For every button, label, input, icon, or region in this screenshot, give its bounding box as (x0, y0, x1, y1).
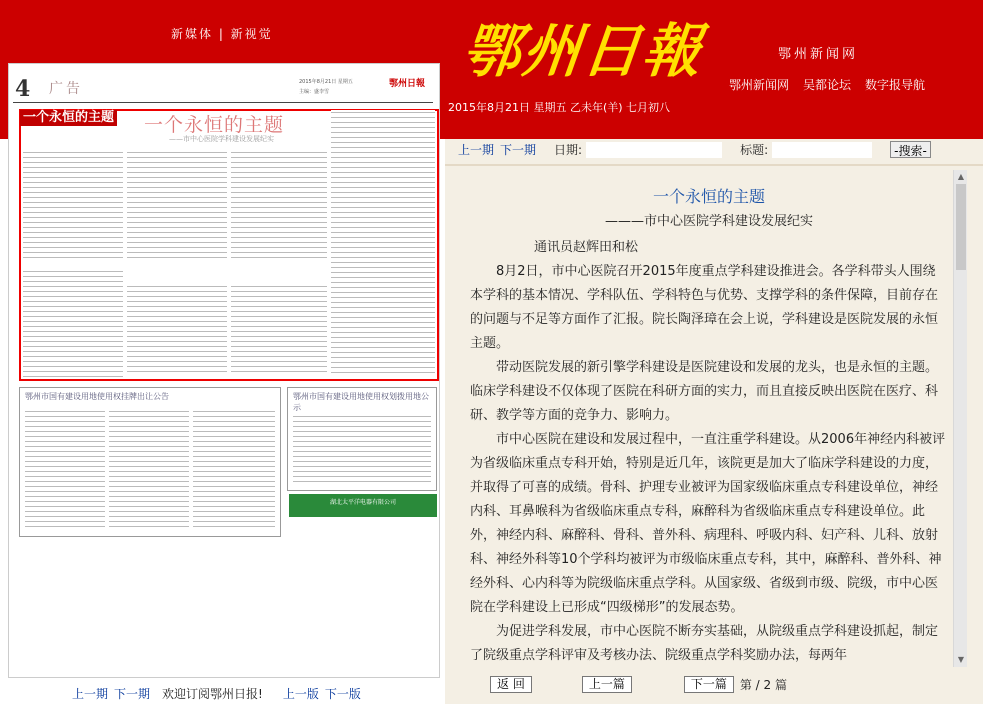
prev-article-button[interactable]: 上一篇 (582, 676, 632, 693)
paper-text-column (231, 150, 327, 260)
article-title: 一个永恒的主题 (652, 187, 765, 206)
article-paragraph: 市中心医院在建设和发展过程中，一直注重学科建设。从2006年神经内科被评为省级临床重点专科开始，特别是近几年，该院更是加大了临床学科建设的力度，并取得了可喜的成绩。骨科、护理专业被评为国家级临床重点专科建设单位，神经内科、耳鼻喉科为省级临床重点专科，麻醉科为省级临床重点专科建设单位。此外，神经内科、麻醉科、骨科、普外科、病理科、呼吸内科、妇产科、儿科、放射科、神经外科等10个学科均被评为市级临床重点专科，其中，麻醉科、普外科、神经外科、心内科等为院级临床重点学科。从国家级、省级到市级、院级，市中心医院在学科建设上已形成“四级梯形”的发展态势。 (470, 432, 946, 615)
page-label: 广告 (49, 81, 83, 97)
page-editor: 主编：盛李雪 (299, 89, 330, 95)
paper-text-column (23, 269, 123, 377)
ad-title-land-auction: 鄂州市国有建设用地使用权挂牌出让公告 (25, 392, 169, 401)
header-slogan: 新媒体 | 新视觉 (171, 27, 273, 41)
paper-text-column (109, 409, 189, 529)
paper-prev-issue-link[interactable]: 上一期 (72, 687, 109, 701)
scroll-down-icon[interactable]: ▼ (957, 655, 965, 664)
page-date: 2015年8月21日 星期五 (299, 79, 353, 85)
scroll-up-icon[interactable]: ▲ (957, 172, 965, 181)
link-forum[interactable]: 吴都论坛 (803, 78, 852, 92)
header-links (729, 76, 925, 93)
prev-page-link[interactable]: 上一版 (282, 687, 319, 701)
title-label: 标题: (740, 143, 769, 157)
issue-date: 2015年8月21日 星期五 乙未年(羊) 七月初八 (448, 101, 671, 114)
page-rule (13, 102, 433, 103)
article-paragraph: 为促进学科发展，市中心医院不断夯实基础，从院级重点学科建设抓起，制定了院级重点学科评审及考核办法、院级重点学科奖励办法，每两年 (470, 624, 939, 663)
date-input[interactable] (586, 142, 722, 158)
article-subtitle: ———市中心医院学科建设发展纪实 (604, 214, 813, 229)
page-number: 4 (15, 76, 31, 102)
article-count: 第 / 2 篇 (739, 678, 787, 692)
welcome-text: 欢迎订阅鄂州日报! (162, 687, 263, 701)
masthead-logo[interactable]: 鄂州日報 (458, 17, 707, 85)
paper-text-column (127, 284, 227, 376)
article-paragraph: 8月2日，市中心医院召开2015年度重点学科建设推进会。各学科带头人围绕本学科的基本情况、学科队伍、学科特色与优势、支撑学科的条件保障，目前存在的问题与不足等方面作了汇报。院长陶泽璋在会上说，学科建设是医院发展的永恒主题。 (470, 264, 939, 351)
paper-text-column (293, 414, 431, 484)
search-button[interactable]: -搜索- (890, 141, 931, 158)
date-label: 日期: (554, 143, 583, 157)
selected-article-label[interactable]: 一个永恒的主题 (20, 110, 117, 126)
paper-text-column (331, 110, 435, 376)
paper-next-issue-link[interactable]: 下一期 (114, 687, 151, 701)
article-nav (490, 676, 787, 693)
paper-nav (72, 685, 361, 702)
link-digital-nav[interactable]: 数字报导航 (865, 78, 926, 92)
paper-subheadline: ——市中心医院学科建设发展纪实 (169, 135, 274, 143)
ad-banner-green[interactable]: 湖北太平洋电器有限公司 (289, 494, 437, 517)
paper-text-column (25, 409, 105, 529)
next-article-button[interactable]: 下一篇 (684, 676, 734, 693)
link-news-site[interactable]: 鄂州新闻网 (729, 78, 790, 92)
paper-text-column (23, 150, 123, 260)
scroll-thumb[interactable] (956, 184, 966, 270)
ad-title-land-allocation: 鄂州市国有建设用地使用权划拨用地公示 (293, 392, 429, 412)
paper-text-column (127, 150, 227, 260)
back-button[interactable]: 返 回 (490, 676, 532, 693)
paper-text-column (231, 284, 327, 376)
newspaper-page (8, 63, 440, 678)
article-scrollbar[interactable] (953, 170, 967, 667)
page-logo: 鄂州日報 (389, 79, 426, 89)
search-bar (458, 141, 931, 158)
prev-issue-link[interactable]: 上一期 (458, 143, 495, 157)
next-issue-link[interactable]: 下一期 (500, 143, 537, 157)
article-paragraph: 带动医院发展的新引擎学科建设是医院建设和发展的龙头，也是永恒的主题。临床学科建设不仅体现了医院在科研方面的实力，而且直接反映出医院在医疗、科研、教学等方面的竞争力、影响力。 (470, 360, 939, 423)
article-content (470, 184, 948, 668)
next-page-link[interactable]: 下一版 (324, 687, 361, 701)
title-input[interactable] (772, 142, 872, 158)
article-byline: 通讯员赵辉田和松 (534, 240, 639, 255)
site-name[interactable]: 鄂州新闻网 (778, 47, 859, 62)
paper-text-column (193, 409, 275, 529)
paper-headline: 一个永恒的主题 (144, 114, 285, 136)
search-divider (445, 164, 983, 166)
